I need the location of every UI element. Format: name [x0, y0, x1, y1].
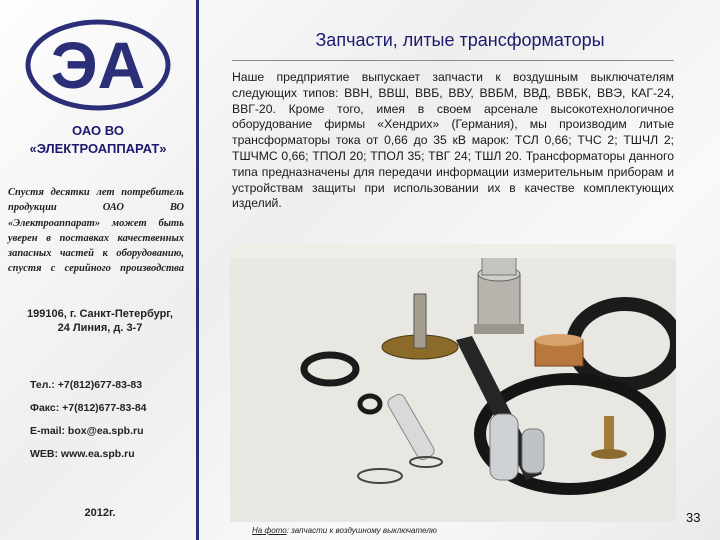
- page-number: 33: [686, 510, 701, 525]
- fax-text: Факс: +7(812)677-83-84: [30, 402, 147, 414]
- company-name-line2: «ЭЛЕКТРОАППАРАТ»: [29, 141, 167, 156]
- company-address: [0, 307, 200, 335]
- spare-parts-illustration: [230, 244, 676, 522]
- sidebar: [0, 0, 196, 540]
- logo-letters: ЭА: [50, 28, 146, 102]
- contact-info: [30, 378, 200, 470]
- caption-label: На фото: [252, 526, 287, 535]
- page-title: Запчасти, литые трансформаторы: [315, 30, 605, 50]
- phone-text: Тел.: +7(812)677-83-83: [30, 379, 143, 391]
- photo-caption: [252, 526, 437, 535]
- company-name-line1: ОАО ВО: [72, 123, 124, 138]
- description-paragraph: Наше предприятие выпускает запчасти к воздушным выключателям следующих типов: ВВН, ВВШ, ВВБ, ВВУ, ВВБМ, ВВД, ВВБК, ВВЭ, КАГ-24, ВВГ-20. Кроме того, имея в своем арсенале высокотехнологичное оборудование фирмы «Хендрих» (Германия), мы производим литые трансформаторы тока от 0,66 до 35 кВ марок: ТСЛ 0,66; ТЧС 2; ТШЧЛ 2; ТШЧМС 0,66; ТПОЛ 20; ТПОЛ 35; ТВГ 24; ТШЛ 20. Трансформаторы данного типа предназначены для передачи информации измерительным приборам и устройствам защиты при использовании их в качестве комплектующих изделий.: [232, 70, 674, 211]
- product-photo: [230, 244, 676, 522]
- address-line1: 199106, г. Санкт-Петербург,: [27, 308, 173, 320]
- company-logo: [24, 18, 172, 112]
- address-line2: 24 Линия, д. 3-7: [57, 322, 143, 334]
- company-slogan: Спустя десятки лет потребитель продукции ОАО ВО «Электроаппарат» может быть уверен в поставках качественных запасных частей к оборудованию, спустя с серийного производства: [8, 187, 184, 275]
- caption-text: : запчасти к воздушному выключателю: [286, 526, 437, 535]
- company-name: [0, 122, 196, 158]
- email-text: E-mail: box@ea.spb.ru: [30, 425, 144, 437]
- vertical-divider: [196, 0, 199, 540]
- year-text: 2012г.: [84, 507, 116, 519]
- web-text: WEB: www.ea.spb.ru: [30, 448, 135, 460]
- title-underline: [232, 60, 674, 61]
